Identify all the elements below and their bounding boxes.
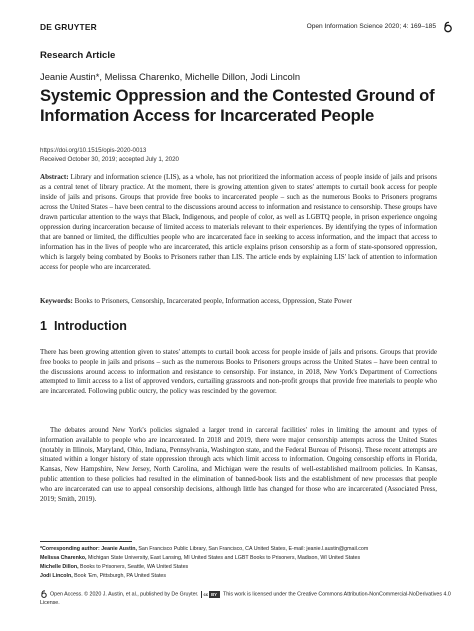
author-affiliations: [40, 545, 450, 581]
license-text: This work is licensed under the Creative Commons Attribution-NonCommercial-NoDerivatives 4.0 License.: [40, 591, 451, 607]
journal-reference: Open Information Science 2020; 4: 169–185: [306, 23, 436, 30]
footnote-item: Jodi Lincoln, Book 'Em, Pittsburgh, PA United States: [40, 573, 167, 579]
section-number: 1: [40, 319, 47, 333]
article-title: Systemic Oppression and the Contested Ground of Information Access for Incarcerated People: [40, 86, 435, 125]
doi-link[interactable]: https://doi.org/10.1515/opis-2020-0013: [40, 147, 147, 154]
keywords: [40, 297, 440, 305]
keywords-label: Keywords:: [40, 297, 73, 305]
license-prefix: Open Access. © 2020 J. Austin, et al., published by De Gruyter.: [50, 591, 199, 598]
footnote-item: *Corresponding author: Jeanie Austin, San Francisco Public Library, San Francisco, CA United States, E-mail: jeanie.l.austin@gmail.com: [40, 546, 369, 552]
abstract-text: Library and information science (LIS), as a whole, has not prioritized the information access of people inside of jails and prisons as a central tenet of library practice. At the moment, there is growing attention given to states' attempts to curtail book access for people inside of jails and prisons. Groups that provide free books to incarcerated people – such as the numerous Books to Prisoners programs across the United States – have been central to the discussions around access to information and resistance to censorship. These groups have drawn particular attention to the ways that Black, Indigenous, and people of color, as well as LGBTQ people, in prison experience ongoing oppression during incarceration because of limited access to materials relevant to their experiences. By identifying the types of information that are banned or limited, the difficulties people who are incarcerated face in seeking to access information, and the impact that access to information has in the lives of people who are incarcerated, this article explains prison censorship as a form of state-sponsored oppression, which is largely being combated by Books to Prisoners rather than LIS. The article ends by explaining LIS' lack of attention to information access for people who are incarcerated.: [40, 173, 437, 271]
section-title: Introduction: [53, 319, 127, 333]
cc-license-badge[interactable]: cc BY: [201, 591, 220, 598]
footnote-item: Michelle Dillon, Books to Prisoners, Seattle, WA United States: [40, 564, 189, 570]
publisher-name: DE GRUYTER: [40, 22, 97, 32]
body-paragraph-2: The debates around New York's policies signaled a larger trend in carceral facilities' roles in limiting the amount and types of information available to people who are incarcerated. In 2018 and 2019, there were major censorship attempts across the United States (notably in Illinois, Maryland, Ohio, Indiana, Pennsylvania, Washington state, and the Federal Bureau of Prisons). These recent attempts are situated within a longer history of state oppression through acts which limit access to information. Ongoing censorship efforts in Florida, Kansas, New Hampshire, New Jersey, North Carolina, and Michigan were the results of well-established mailroom policies. In Kansas, public attention to these policies had resulted in the elimination of banned-book lists and the establishment of new processes that people who are incarcerated can use to appeal censorship decisions, although little has changed for those who are incarcerated (Associated Press, 2019; Smith, 2019).: [40, 426, 437, 503]
open-access-lock-icon: [40, 590, 48, 598]
abstract: [40, 172, 437, 272]
article-type: Research Article: [40, 50, 116, 61]
open-access-logo-icon: [442, 21, 454, 33]
body-paragraph-1: There has been growing attention given to states' attempts to curtail book access for people inside of jails and prisons. Groups that provide free books to people in jails and prisons – such as the numerous Books to Prisoners groups across the United States – have been central to the discussions around access to information and resistance to censorship. For instance, in 2018, New York's Department of Corrections attempted to limit access to a list of approved vendors, curtailing grassroots and non-profit groups that provide free materials to people who are incarcerated. Following public outcry, the policy was rescinded by the governor.: [40, 348, 437, 396]
footnote-divider: [40, 541, 132, 542]
keywords-text: Books to Prisoners, Censorship, Incarcerated people, Information access, Oppression, State Power: [74, 297, 352, 305]
page-header: [40, 22, 454, 36]
author-list: Jeanie Austin*, Melissa Charenko, Michelle Dillon, Jodi Lincoln: [40, 71, 301, 82]
abstract-label: Abstract:: [40, 173, 69, 181]
section-heading: [40, 319, 127, 333]
footnote-item: Melissa Charenko, Michigan State University, East Lansing, MI United States and LGBT Books to Prisoners, Madison, WI United States: [40, 555, 361, 561]
license-statement: [40, 590, 455, 608]
received-accepted-dates: Received October 30, 2019; accepted July 1, 2020: [40, 156, 179, 163]
